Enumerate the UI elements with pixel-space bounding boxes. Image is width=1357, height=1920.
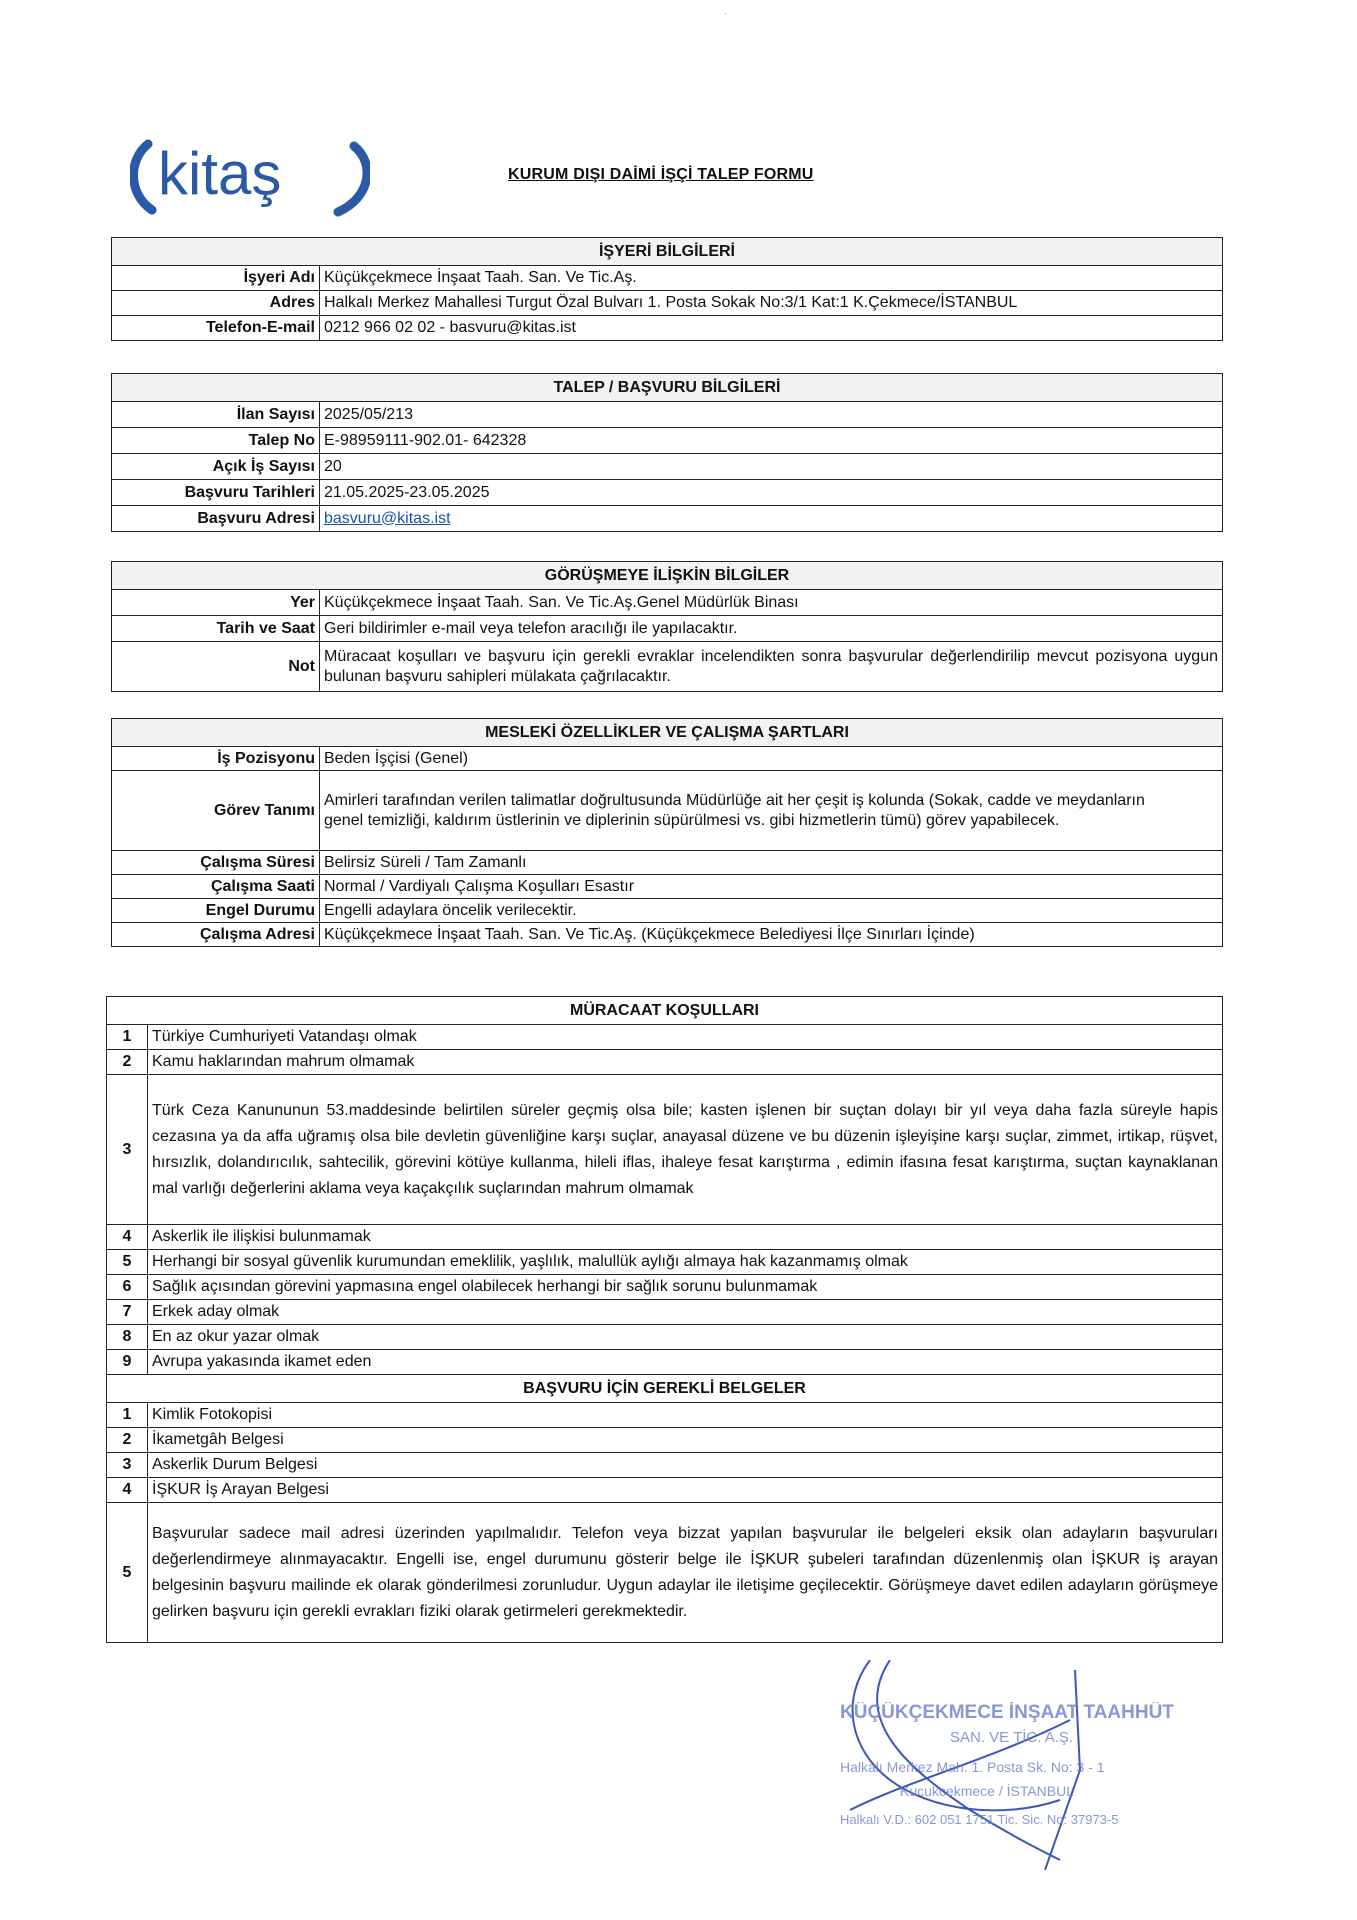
logo-text: kitaş (158, 140, 282, 207)
talep-table (111, 373, 1223, 532)
engel-durumu-label: Engel Durumu (112, 899, 320, 923)
belge-item-no: 4 (107, 1478, 148, 1503)
gorev-tanimi-label: Görev Tanımı (112, 771, 320, 851)
muracaat-item-text: Erkek aday olmak (148, 1300, 1223, 1325)
ilan-sayisi-label: İlan Sayısı (112, 402, 320, 428)
acik-is-sayisi-label: Açık İş Sayısı (112, 454, 320, 480)
belge-item-no: 5 (107, 1503, 148, 1643)
basvuru-adresi-label: Başvuru Adresi (112, 506, 320, 532)
yer-value: Küçükçekmece İnşaat Taah. San. Ve Tic.Aş.Genel Müdürlük Binası (320, 590, 1223, 616)
is-pozisyonu-value: Beden İşçisi (Genel) (320, 747, 1223, 771)
isyeri-table (111, 237, 1223, 341)
belge-item-text: Askerlik Durum Belgesi (148, 1453, 1223, 1478)
calisma-suresi-label: Çalışma Süresi (112, 851, 320, 875)
muracaat-item-no: 7 (107, 1300, 148, 1325)
talep-no-label: Talep No (112, 428, 320, 454)
belge-item-no: 1 (107, 1403, 148, 1428)
is-pozisyonu-label: İş Pozisyonu (112, 747, 320, 771)
muracaat-item-no: 3 (107, 1075, 148, 1225)
muracaat-item-text: Sağlık açısından görevini yapmasına engel olabilecek herhangi bir sağlık sorunu bulunmamak (148, 1275, 1223, 1300)
belgeler-header: BAŞVURU İÇİN GEREKLİ BELGELER (107, 1375, 1223, 1403)
muracaat-table (106, 996, 1223, 1643)
stamp-line2: SAN. VE TİC. A.Ş. (950, 1729, 1074, 1746)
calisma-adresi-label: Çalışma Adresi (112, 923, 320, 947)
engel-durumu-value: Engelli adaylara öncelik verilecektir. (320, 899, 1223, 923)
adres-value: Halkalı Merkez Mahallesi Turgut Özal Bulvarı 1. Posta Sokak No:3/1 Kat:1 K.Çekmece/İSTANBUL (320, 291, 1223, 316)
mesleki-table (111, 718, 1223, 947)
muracaat-header: MÜRACAAT KOŞULLARI (107, 997, 1223, 1025)
not-label: Not (112, 642, 320, 692)
telefon-email-label: Telefon-E-mail (112, 316, 320, 341)
muracaat-item-text: Askerlik ile ilişkisi bulunmamak (148, 1225, 1223, 1250)
isyeri-header: İŞYERİ BİLGİLERİ (112, 238, 1223, 266)
talep-header: TALEP / BAŞVURU BİLGİLERİ (112, 374, 1223, 402)
tarih-saat-value: Geri bildirimler e-mail veya telefon aracılığı ile yapılacaktır. (320, 616, 1223, 642)
acik-is-sayisi-value: 20 (320, 454, 1223, 480)
telefon-email-value: 0212 966 02 02 - basvuru@kitas.ist (320, 316, 1223, 341)
belge-item-text: İŞKUR İş Arayan Belgesi (148, 1478, 1223, 1503)
isyeri-adi-value: Küçükçekmece İnşaat Taah. San. Ve Tic.Aş. (320, 266, 1223, 291)
basvuru-tarihleri-label: Başvuru Tarihleri (112, 480, 320, 506)
mesleki-header: MESLEKİ ÖZELLİKLER VE ÇALIŞMA ŞARTLARI (112, 719, 1223, 747)
tarih-saat-label: Tarih ve Saat (112, 616, 320, 642)
stamp-line1: KÜÇÜKÇEKMECE İNŞAAT TAAHHÜT (840, 1702, 1174, 1723)
muracaat-item-text: En az okur yazar olmak (148, 1325, 1223, 1350)
stamp-line4: Kucukcekmece / İSTANBUL (900, 1783, 1075, 1799)
scan-mark: · (724, 8, 728, 19)
kitas-logo (130, 128, 370, 223)
calisma-adresi-value: Küçükçekmece İnşaat Taah. San. Ve Tic.Aş. (Küçükçekmece Belediyesi İlçe Sınırları İçinde) (320, 923, 1223, 947)
stamp-line3: Halkalı Merkez Mah. 1. Posta Sk. No: 3 - 1 (840, 1759, 1105, 1775)
yer-label: Yer (112, 590, 320, 616)
muracaat-item-no: 4 (107, 1225, 148, 1250)
belge-item-text: Başvurular sadece mail adresi üzerinden yapılmalıdır. Telefon veya bizzat yapılan başvurular ile belgeleri eksik olan adayların başvuruları değerlendirmeye alınmayacaktır. Engelli ise, engel durumunu gösterir belge ile İŞKUR şubeleri tarafından düzenlenmiş olan İŞKUR iş arayan belgesinin başvuru mailinde ek olarak gönderilmesi zorunludur. Uygun adaylar ile iletişime geçilecektir. Görüşmeye davet edilen adayların görüşmeye gelirken başvuru için gerekli evrakları fiziki olarak getirmeleri gerekmektedir. (148, 1503, 1223, 1643)
muracaat-item-no: 8 (107, 1325, 148, 1350)
talep-no-value: E-98959111-902.01- 642328 (320, 428, 1223, 454)
belge-item-no: 2 (107, 1428, 148, 1453)
adres-label: Adres (112, 291, 320, 316)
isyeri-adi-label: İşyeri Adı (112, 266, 320, 291)
muracaat-item-text: Türkiye Cumhuriyeti Vatandaşı olmak (148, 1025, 1223, 1050)
company-stamp (830, 1660, 1200, 1870)
muracaat-item-no: 2 (107, 1050, 148, 1075)
not-value: Müracaat koşulları ve başvuru için gerekli evraklar incelendikten sonra başvurular değerlendirilip mevcut pozisyona uygun bulunan başvuru sahipleri mülakata çağrılacaktır. (320, 642, 1223, 692)
calisma-suresi-value: Belirsiz Süreli / Tam Zamanlı (320, 851, 1223, 875)
muracaat-item-text: Türk Ceza Kanununun 53.maddesinde belirtilen süreler geçmiş olsa bile; kasten işlenen bir suçtan dolayı bir yıl veya daha fazla süreyle hapis cezasına ya da affa uğramış olsa bile devletin güvenliğine karşı suçlar, anayasal düzene ve bu düzenin işleyişine karşı suçlar, zimmet, irtikap, rüşvet, hırsızlık, dolandırıcılık, sahtecilik, görevini kötüye kullanma, hileli iflas, ihaleye fesat karıştırma , edimin ifasına fesat karıştırma, suçtan kaynaklanan mal varlığı değerlerini aklama veya kaçakçılık suçlarından mahrum olmamak (148, 1075, 1223, 1225)
gorusme-table (111, 561, 1223, 692)
calisma-saati-value: Normal / Vardiyalı Çalışma Koşulları Esastır (320, 875, 1223, 899)
muracaat-item-text: Herhangi bir sosyal güvenlik kurumundan emeklilik, yaşlılık, malullük aylığı almaya hak kazanmamış olmak (148, 1250, 1223, 1275)
muracaat-item-no: 9 (107, 1350, 148, 1375)
gorev-tanimi-value: Amirleri tarafından verilen talimatlar doğrultusunda Müdürlüğe ait her çeşit iş kolunda (Sokak, cadde ve meydanların genel temizliği, kaldırım üstlerinin ve diplerinin süpürülmesi vs. gibi hizmetlerin tümü) görev yapabilecek. (320, 771, 1223, 851)
gorusme-header: GÖRÜŞMEYE İLİŞKİN BİLGİLER (112, 562, 1223, 590)
calisma-saati-label: Çalışma Saati (112, 875, 320, 899)
stamp-line5: Halkalı V.D.: 602 051 1751 Tic. Sic. No: 37973-5 (840, 1812, 1119, 1827)
belge-item-text: İkametgâh Belgesi (148, 1428, 1223, 1453)
form-title: KURUM DIŞI DAİMİ İŞÇİ TALEP FORMU (508, 166, 814, 183)
muracaat-item-no: 6 (107, 1275, 148, 1300)
muracaat-item-text: Avrupa yakasında ikamet eden (148, 1350, 1223, 1375)
muracaat-item-no: 1 (107, 1025, 148, 1050)
muracaat-item-no: 5 (107, 1250, 148, 1275)
ilan-sayisi-value: 2025/05/213 (320, 402, 1223, 428)
belge-item-no: 3 (107, 1453, 148, 1478)
basvuru-adresi-link[interactable]: basvuru@kitas.ist (324, 509, 451, 527)
muracaat-item-text: Kamu haklarından mahrum olmamak (148, 1050, 1223, 1075)
belge-item-text: Kimlik Fotokopisi (148, 1403, 1223, 1428)
basvuru-tarihleri-value: 21.05.2025-23.05.2025 (320, 480, 1223, 506)
